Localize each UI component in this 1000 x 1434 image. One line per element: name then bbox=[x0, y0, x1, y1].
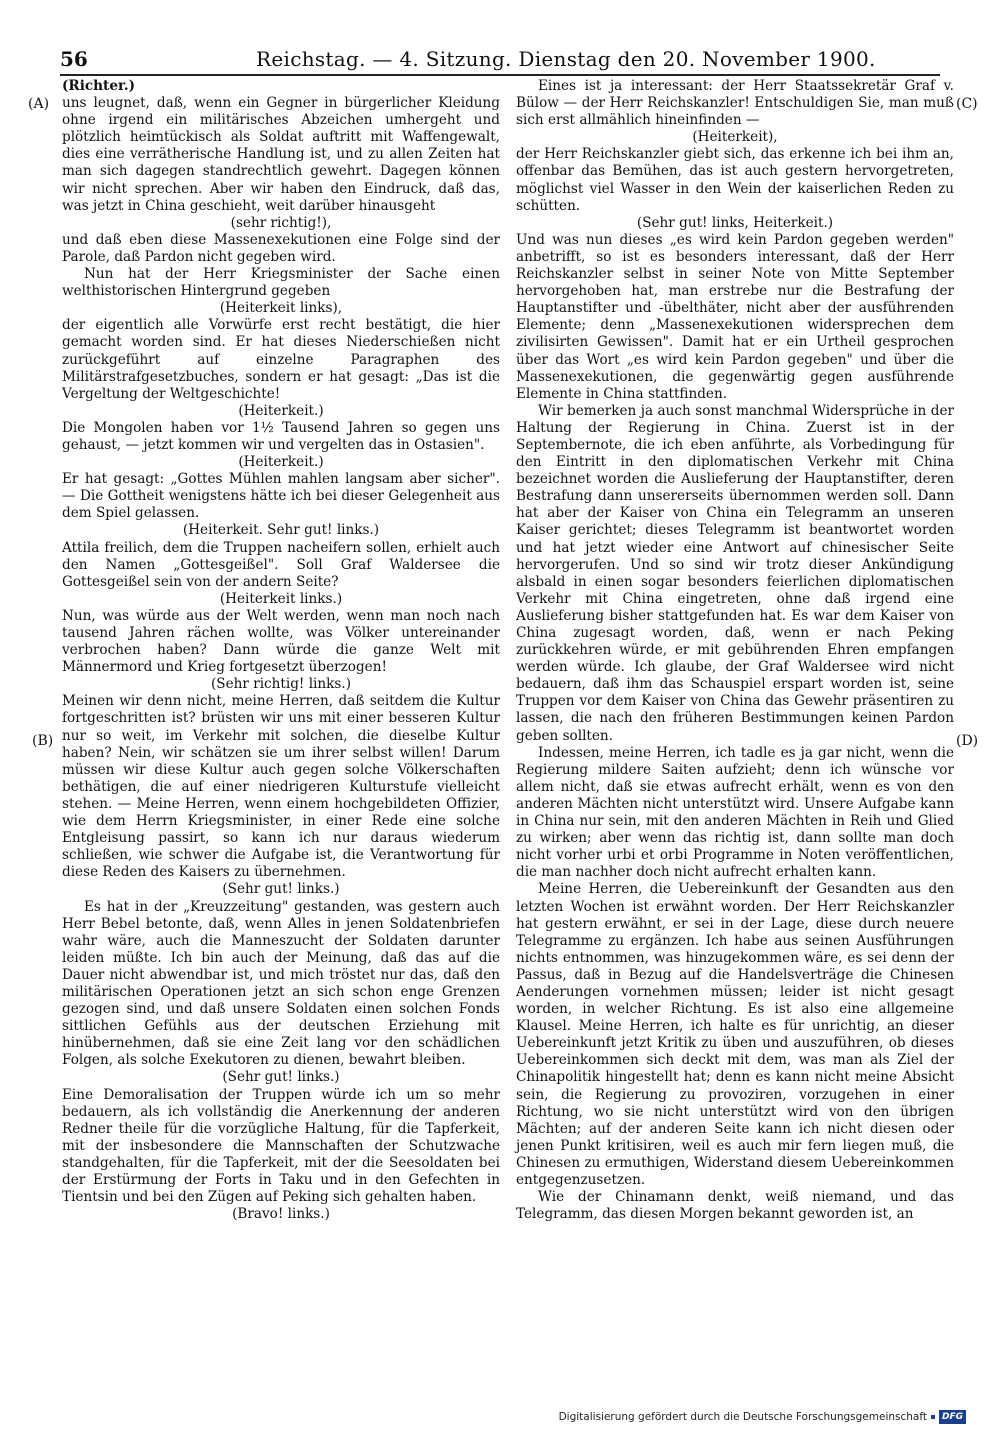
interjection: (Heiterkeit.) bbox=[238, 454, 324, 471]
interjection: (Sehr gut! links.) bbox=[222, 1069, 340, 1086]
paragraph: Indessen, meine Herren, ich tadle es ja gar nicht, wenn die Regierung mildere Saiten aufzieht; denn ich wünsche vor allem nicht, daß sie etwas aufrecht erhält, wenn es von den anderen Mächten nicht unterstützt wird. Unsere Aufgabe kann in China nur sein, mit den anderen Mächten in Reih und Glied zu wirken; aber wenn das richtig ist, dann sollte man doch nicht vorher urbi et orbi Programme in Noten veröffentlichen, die man nachher doch nicht aufrecht erhalten kann. bbox=[516, 744, 954, 881]
dfg-logo: DFG bbox=[939, 1410, 966, 1424]
interjection: (Sehr gut! links, Heiterkeit.) bbox=[636, 214, 834, 231]
interjection: (Heiterkeit. Sehr gut! links.) bbox=[182, 522, 380, 539]
paragraph: Eines ist ja interessant: der Herr Staatssekretär Graf v. Bülow — der Herr Reichskanzler! Entschuldigen Sie, man muß sich erst allmählich hineinfinden — bbox=[516, 78, 954, 129]
paragraph: der eigentlich alle Vorwürfe erst recht bestätigt, die hier gemacht worden sind. Er hat dieses Niederschießen nicht zurückgeführt auf einzelne Paragraphen des Militärstrafgesetzbuches, sondern er hat gesagt: „Das ist die Vergeltung der Weltgeschichte! bbox=[62, 317, 500, 402]
page-number: 56 bbox=[60, 47, 88, 71]
paragraph: Es hat in der „Kreuzzeitung" gestanden, was gestern auch Herr Bebel betonte, daß, wenn Alles in jenen Soldatenbriefen wahr wäre, auch die Manneszucht der Soldaten darunter leiden müßte. Ich bin auch der Meinung, daß das auf die Dauer nicht abwendbar ist, und mich tröstet nur das, daß den militärischen Operationen jetzt an sich schon enge Grenzen gezogen sind, und daß unsere Soldaten einen solchen Fonds sittlichen Gefühls aus der deutschen Erziehung mit hinübernehmen, daß sie eine Zeit lang vor den schädlichen Folgen, als solche Exekutoren zu dienen, bewahrt bleiben. bbox=[62, 898, 500, 1069]
paragraph: Meine Herren, die Uebereinkunft der Gesandten aus den letzten Wochen ist erwähnt worden. Der Herr Reichskanzler hat gestern erwähnt, er sei in der Lage, diese durch neuere Telegramme zu ergänzen. Ich habe aus seinen Ausführungen nichts entnommen, was hinzugekommen wäre, es sei denn der Passus, daß in Bezug auf die Handelsverträge die Chinesen Aenderungen vornehmen müssen; leider ist nicht gesagt worden, in welcher Richtung. Es ist also eine allgemeine Klausel. Meine Herren, ich halte es für unrichtig, an dieser Uebereinkunft jetzt Kritik zu üben und auszuführen, ob dieses Uebereinkommen sich deckt mit dem, was man als Ziel der Chinapolitik hingestellt hat; denn es kann nicht meine Absicht sein, die Regierung zu provoziren, vorzugehen in einer Richtung, wo sie nicht unterstützt wird von den übrigen Mächten; auf der anderen Seite kann ich nicht diesen oder jenen Punkt kritisiren, weil es auch mir fern liegen muß, die Chinesen zu ermuthigen, Widerstand diesem Uebereinkommen entgegenzusetzen. bbox=[516, 881, 954, 1188]
interjection: (sehr richtig!), bbox=[230, 214, 332, 231]
right-column bbox=[516, 78, 954, 1223]
margin-marker-d: (D) bbox=[956, 733, 979, 749]
paragraph: Meinen wir denn nicht, meine Herren, daß seitdem die Kultur fortgeschritten ist? brüsten wir uns mit einer besseren Kultur nur so weit, im Verkehr mit solchen, die dieselbe Kultur haben? Nein, wir schätzen sie um ihrer selbst willen! Darum müssen wir diese Kultur auch gegen solche Völkerschaften bethätigen, die auf einer niedrigeren Kulturstufe vielleicht stehen. — Meine Herren, wenn einem hochgebildeten Offizier, wie dem Herrn Kriegsminister, in einer Rede eine solche Entgleisung passirt, so kann ich nur daraus wiederum schließen, wie schwer die Aufgabe ist, die Verantwortung für diese Reden des Kaisers zu übernehmen. bbox=[62, 693, 500, 881]
margin-marker-a: (A) bbox=[28, 96, 50, 112]
paragraph: Eine Demoralisation der Truppen würde ich um so mehr bedauern, als ich vollständig die Anerkennung der anderen Redner theile für die vorzügliche Haltung, für die Tapferkeit, mit der insbesondere die Mannschaften der Schutzwache standgehalten, für die Tapferkeit, mit der die Seesoldaten bei der Erstürmung der Forts in Taku und in den Gefechten in Tientsin und bei den Zügen auf Peking sich gehalten haben. bbox=[62, 1086, 500, 1206]
separator-dot-icon bbox=[931, 1415, 935, 1419]
interjection: (Bravo! links.) bbox=[232, 1206, 330, 1223]
left-column bbox=[62, 78, 500, 1223]
interjection: (Heiterkeit.) bbox=[238, 402, 324, 419]
footer-credit bbox=[559, 1410, 966, 1424]
running-title: Reichstag. — 4. Sitzung. Dienstag den 20. November 1900. bbox=[256, 47, 876, 71]
paragraph: der Herr Reichskanzler giebt sich, das erkenne ich bei ihm an, offenbar das Bemühen, das ist auch gestern hervorgetreten, möglichst viel Wasser in den Wein der kaiserlichen Reden zu schütten. bbox=[516, 146, 954, 214]
speaker-name: (Richter.) bbox=[62, 78, 136, 94]
paragraph: Wie der Chinamann denkt, weiß niemand, und das Telegramm, das diesen Morgen bekannt geworden ist, an bbox=[516, 1189, 954, 1223]
margin-marker-b: (B) bbox=[32, 733, 54, 749]
header-rule bbox=[60, 74, 940, 76]
paragraph: uns leugnet, daß, wenn ein Gegner in bürgerlicher Kleidung ohne irgend ein militärisches Abzeichen umhergeht und plötzlich heimtückisch als Soldat auftritt mit Waffengewalt, dies eine verrätherische Handlung ist, und zu allen Zeiten hat man sich dagegen standrechtlich gewehrt. Dagegen können wir nicht sprechen. Aber wir haben den Eindruck, daß das, was jetzt in China geschieht, weit darüber hinausgeht bbox=[62, 95, 500, 214]
paragraph: Attila freilich, dem die Truppen nacheifern sollen, erhielt auch den Namen „Gottesgeißel". Soll Graf Waldersee die Gottesgeißel sein von der andern Seite? bbox=[62, 539, 500, 590]
margin-marker-c: (C) bbox=[956, 96, 978, 112]
interjection: (Heiterkeit links), bbox=[219, 300, 343, 317]
paragraph: Und was nun dieses „es wird kein Pardon gegeben werden" anbetrifft, so ist es besonders interessant, daß der Herr Reichskanzler selbst in seiner Note von Mitte September hervorgehoben hat, man erstrebe nur die Bestrafung der Hauptanstifter und -übelthäter, nicht aber der ausführenden Elemente; denn „Massenexekutionen widersprechen dem zivilisirten Gewissen". Damit hat er ein Urtheil gesprochen über das Wort „es wird kein Pardon gegeben" und über die Massenexekutionen, die gegenwärtig gegen ausführende Elemente in China stattfinden. bbox=[516, 231, 954, 402]
paragraph: Nun, was würde aus der Welt werden, wenn man noch nach tausend Jahren rächen wollte, was Völker untereinander verbrochen haben? Dann würde die ganze Welt mit Männermord und Krieg fortgesetzt überzogen! bbox=[62, 607, 500, 676]
paragraph: Er hat gesagt: „Gottes Mühlen mahlen langsam aber sicher". — Die Gottheit wenigstens hätte ich bei dieser Gelegenheit aus dem Spiel gelassen. bbox=[62, 471, 500, 522]
interjection: (Heiterkeit links.) bbox=[219, 590, 343, 607]
interjection: (Heiterkeit), bbox=[692, 129, 778, 146]
footer-text: Digitalisierung gefördert durch die Deutsche Forschungsgemeinschaft bbox=[558, 1411, 927, 1423]
interjection: (Sehr gut! links.) bbox=[222, 881, 340, 898]
interjection: (Sehr richtig! links.) bbox=[210, 676, 352, 693]
paragraph: Die Mongolen haben vor 1½ Tausend Jahren so gegen uns gehaust, — jetzt kommen wir und vergelten das in Ostasien". bbox=[62, 419, 500, 453]
paragraph: und daß eben diese Massenexekutionen eine Folge sind der Parole, daß Pardon nicht gegeben wird. bbox=[62, 231, 500, 265]
paragraph: Wir bemerken ja auch sonst manchmal Widersprüche in der Haltung der Regierung in China. Zuerst ist in der Septembernote, die ich eben anführte, als Vorbedingung für den Eintritt in den diplomatischen Verkehr mit China bezeichnet worden die Auslieferung der Hauptanstifter, deren Bestrafung dann unsererseits übernommen werden soll. Dann hat aber der Kaiser von China ein Telegramm an unseren Kaiser gerichtet; dieses Telegramm ist beantwortet worden und hat jetzt wieder eine Antwort auf chinesischer Seite hervorgerufen. Und so sind wir trotz dieser Ankündigung alsbald in einen sogar besonders feierlichen diplomatischen Verkehr mit China eingetreten, ohne daß irgend eine Auslieferung bisher stattgefunden hat. Es war dem Kaiser von China zugesagt worden, daß, wenn er nach Peking zurückkehren würde, er mit gebührenden Ehren empfangen werden würde. Ich glaube, der Graf Waldersee wird nicht bedauern, daß ihm das Schauspiel erspart worden ist, seine Truppen vor dem Kaiser von China das Gewehr präsentiren zu lassen, die nach den früheren Bestimmungen keinen Pardon geben sollten. bbox=[516, 402, 954, 744]
page-header bbox=[60, 44, 938, 74]
paragraph: Nun hat der Herr Kriegsminister der Sache einen welthistorischen Hintergrund gegeben bbox=[62, 266, 500, 300]
